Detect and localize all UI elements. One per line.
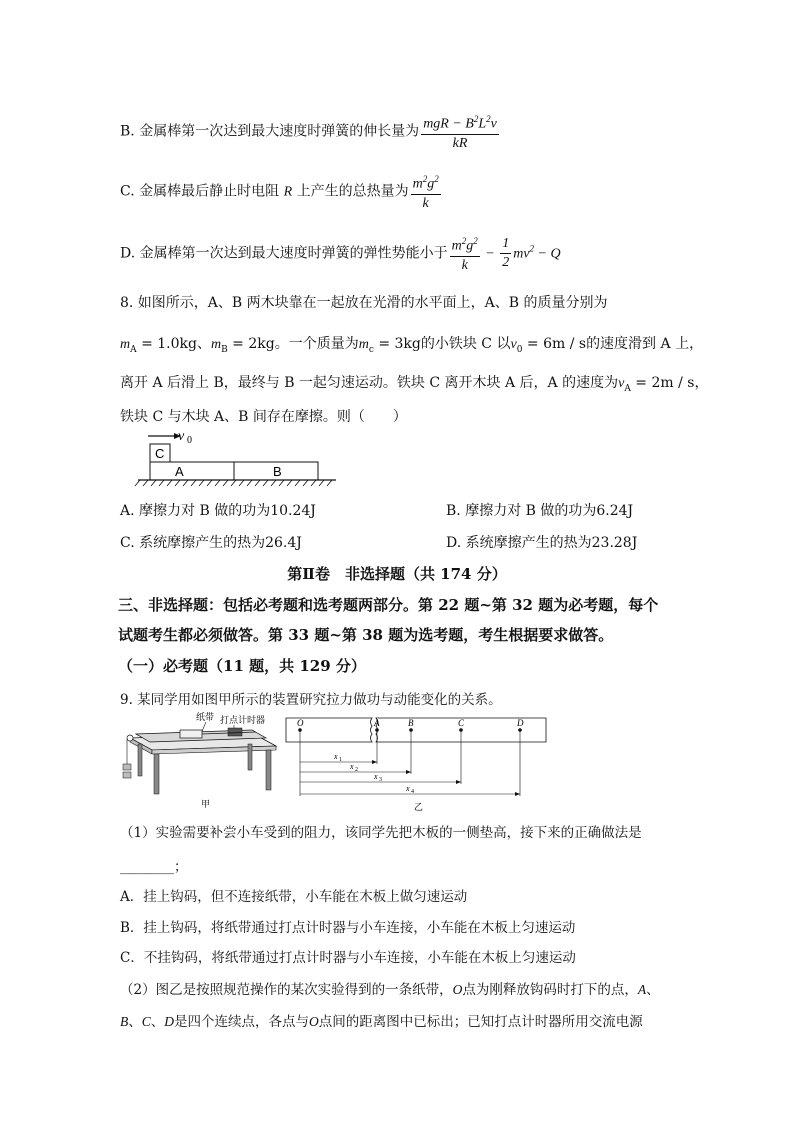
svg-text:x: x — [406, 784, 410, 793]
v0-label: v — [178, 429, 185, 444]
q9-option-a: A．挂上钩码，但不连接纸带，小车能在木板上做匀速运动 — [120, 889, 468, 905]
q8-line2: $m_A = 1.0kg$、$m_B = 2kg$。一个质量为$m_c = 3kg$的小铁块 C 以$v_0 = 6m / s$的速度滑到 A 上， — [120, 336, 704, 355]
svg-text:O: O — [297, 718, 304, 728]
q8-option-d: D. 系统摩擦产生的热为23.28J — [446, 535, 638, 551]
svg-text:B: B — [273, 464, 282, 479]
svg-text:A: A — [374, 718, 380, 728]
q9-part2-line1: （2）图乙是按照规范操作的某次实验得到的一条纸带，O点为刚释放钩码时打下的点，A、 — [120, 982, 660, 998]
svg-text:D: D — [517, 718, 524, 728]
svg-text:C: C — [458, 718, 465, 728]
option-d-fraction-half: $\frac{1}{2}$ — [502, 235, 510, 270]
section3-line2: 试题考生都必须做答。第 33 题~第 38 题为选考题，考生根据要求做答。 — [118, 626, 614, 644]
q9-intro: 9. 某同学用如图甲所示的装置研究拉力做功与动能变化的关系。 — [120, 692, 502, 708]
svg-text:x: x — [334, 752, 338, 761]
q9-part1: （1）实验需要补尝小车受到的阻力，该同学先把木板的一侧垫高，接下来的正确做法是 — [120, 825, 642, 841]
svg-text:2: 2 — [355, 767, 358, 773]
svg-text:1: 1 — [339, 757, 342, 763]
svg-text:x: x — [374, 772, 378, 781]
q8-line3: 离开 A 后滑上 B，最终与 B 一起匀速运动。铁块 C 离开木块 A 后，A 的速度为$v_A = 2m / s$， — [120, 375, 709, 394]
pulley — [127, 735, 133, 741]
q8-figure — [130, 428, 350, 492]
option-c: C. 金属棒最后静止时电阻 R 上产生的总热量为 $\frac{m^2g^2}{k}$ — [120, 170, 443, 213]
option-b-fraction: $\frac{mgR - B^2L^2v}{kR}$ — [421, 110, 499, 153]
svg-text:x: x — [350, 762, 354, 771]
q9-option-b: B．挂上钩码，将纸带通过打点计时器与小车连接，小车能在木板上匀速运动 — [120, 920, 576, 936]
svg-text:3: 3 — [379, 777, 382, 783]
cart — [180, 730, 202, 738]
figure-yi — [284, 712, 550, 812]
svg-text:A: A — [175, 464, 184, 479]
svg-text:C: C — [155, 446, 165, 461]
q8-option-a: A. 摩擦力对 B 做的功为10.24J — [120, 503, 316, 519]
part2-title: 第Ⅱ卷 非选择题（共 174 分） — [287, 565, 507, 583]
svg-text:0: 0 — [187, 435, 192, 446]
q8-option-c: C. 系统摩擦产生的热为26.4J — [120, 535, 302, 551]
q8-option-b: B. 摩擦力对 B 做的功为6.24J — [446, 503, 634, 519]
svg-text:4: 4 — [411, 789, 414, 795]
svg-text:甲: 甲 — [201, 800, 211, 810]
option-d: D. 金属棒第一次达到最大速度时弹簧的弹性势能小于 $\frac{m^2g^2}{k}$ − $\frac{1}{2}$ $mv^2 - Q$ — [120, 232, 561, 275]
hook-weights — [123, 772, 131, 778]
q9-option-c: C．不挂钩码，将纸带通过打点计时器与小车连接，小车能在木板上匀速运动 — [120, 950, 576, 966]
svg-text:打点计时器: 打点计时器 — [220, 716, 266, 726]
svg-text:乙: 乙 — [414, 803, 424, 812]
svg-text:B: B — [408, 718, 414, 728]
q9-part2-line2: B、C、D是四个连续点，各点与O点间的距离图中已标出；已知打点计时器所用交流电源 — [120, 1014, 643, 1030]
option-d-fraction-1: $\frac{m^2g^2}{k}$ — [450, 232, 480, 275]
option-b — [120, 110, 501, 153]
svg-text:纸带: 纸带 — [196, 713, 215, 723]
ground-hatch — [135, 480, 332, 486]
option-b-label: B. 金属棒第一次达到最大速度时弹簧的伸长量为 — [120, 123, 420, 140]
section3-line1: 三、非选择题：包括必考题和选考题两部分。第 22 题~第 32 题为必考题，每个 — [118, 596, 659, 614]
q8-line4: 铁块 C 与木块 A、B 间存在摩擦。则（ ） — [120, 409, 407, 425]
option-c-fraction: $\frac{m^2g^2}{k}$ — [411, 170, 441, 213]
required-heading: （一）必考题（11 题，共 129 分） — [118, 657, 366, 675]
q9-part1-blank: ________； — [120, 859, 188, 875]
figure-jia — [116, 710, 280, 810]
timer-device — [228, 728, 242, 736]
q8-line1: 8. 如图所示，A、B 两木块靠在一起放在光滑的水平面上，A、B 的质量分别为 — [120, 295, 608, 311]
block-a — [150, 462, 234, 480]
